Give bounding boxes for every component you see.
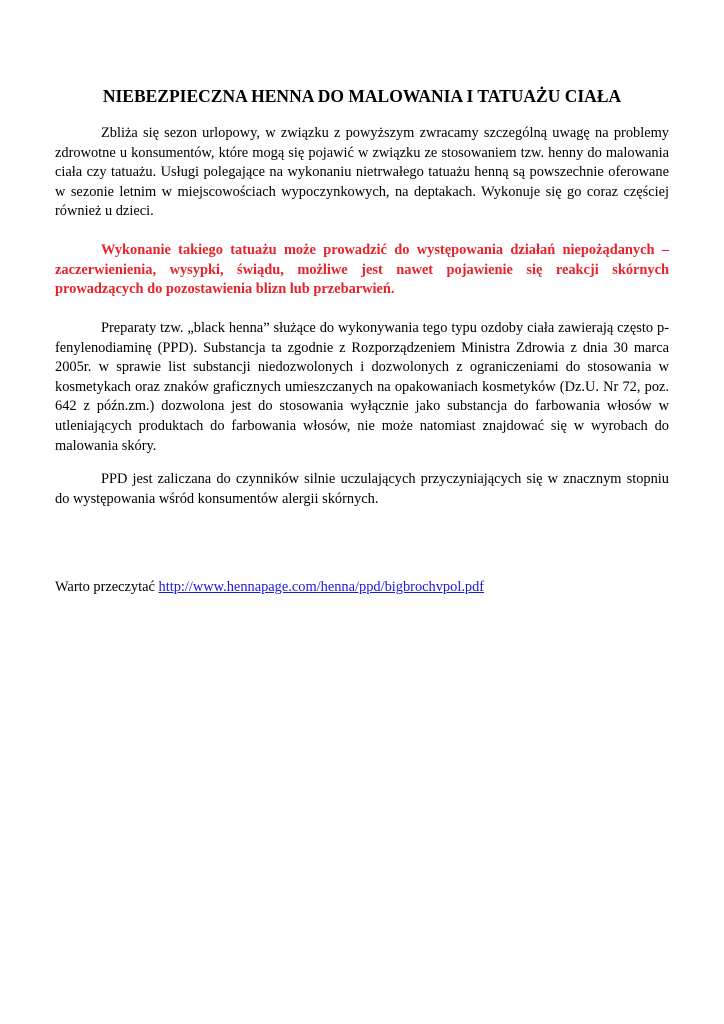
read-more-label: Warto przeczytać (55, 579, 155, 595)
warning-paragraph: Wykonanie takiego tatuażu może prowadzić do występowania działań niepożądanych – zaczerwienienia, wysypki, świądu, możliwe jest nawet pojawienie się reakcji skórnych prowadzących do pozostawienia blizn lub przebarwień. (55, 242, 669, 298)
read-more-link[interactable]: http://www.hennapage.com/henna/ppd/bigbrochvpol.pdf (158, 579, 485, 595)
regulation-paragraph: Preparaty tzw. „black henna” służące do wykonywania tego typu ozdoby ciała zawierają często p-fenylenodiaminę (PPD). Substancja ta zgodnie z Rozporządzeniem Ministra Zdrowia z dnia 30 marca 2005r. w sprawie list substancji niedozwolonych i dozwolonych z ograniczeniami do stosowania w kosmetykach oraz znaków graficznych umieszczanych na opakowaniach kosmetyków (Dz.U. Nr 72, poz. 642 z późn.zm.) dozwolona jest do stosowania wyłącznie jako substancja do farbowania włosów w utleniających produktach do farbowania włosów, nie może natomiast znajdować się w wyrobach do malowania skóry. (55, 320, 669, 454)
ppd-allergy-paragraph: PPD jest zaliczana do czynników silnie uczulających przyczyniających się w znacznym stopniu do występowania wśród konsumentów alergii skórnych. (55, 471, 669, 507)
document-title: NIEBEZPIECZNA HENNA DO MALOWANIA I TATUAŻU CIAŁA (102, 86, 622, 106)
read-more-line (55, 578, 484, 598)
intro-paragraph: Zbliża się sezon urlopowy, w związku z powyższym zwracamy szczególną uwagę na problemy zdrowotne u konsumentów, które mogą się pojawić w związku ze stosowaniem tzw. henny do malowania ciała czy tatuażu. Usługi polegające na wykonaniu nietrwałego tatuażu henną są powszechnie oferowane w sezonie letnim w miejscowościach wypoczynkowych, na deptakach. Wykonuje się go coraz częściej również u dzieci. (55, 125, 669, 220)
